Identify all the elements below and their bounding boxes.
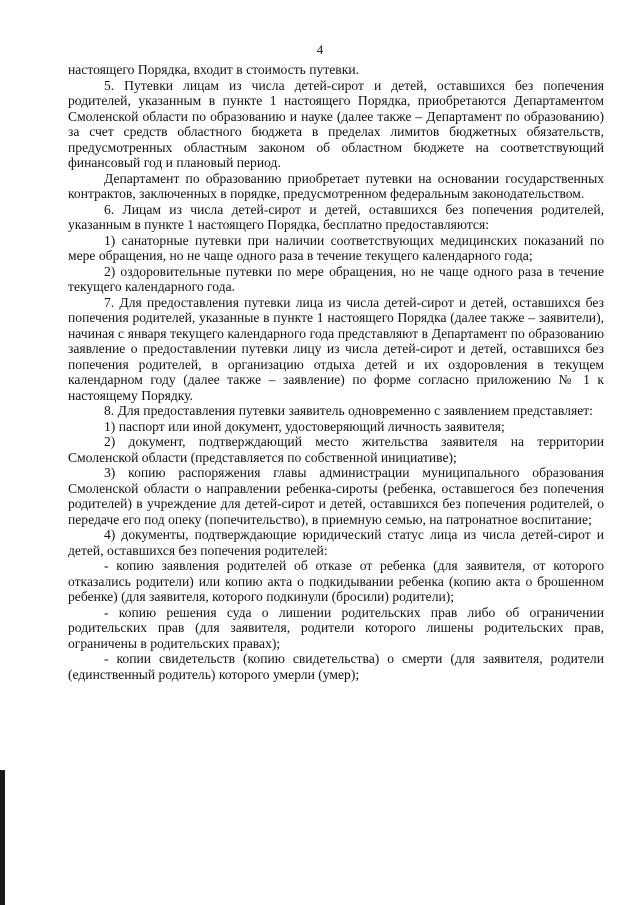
paragraph-item-8: 8. Для предоставления путевки заявитель одновременно с заявлением представляет: [104, 403, 593, 418]
paragraph-subitem-8-1: 1) паспорт или иной документ, удостоверяющий личность заявителя; [104, 418, 505, 434]
paragraph-subitem-8-2: 2) документ, подтверждающий место жительства заявителя на территории Смоленской области (представляется по собственной инициативе); [68, 434, 604, 465]
paragraph-continuation: настоящего Порядка, входит в стоимость путевки. [68, 62, 360, 77]
document-body [68, 62, 604, 682]
paragraph-dash-item-2: - копию решения суда о лишении родительских прав либо об ограничении родительских прав (для заявителя, родители которого лишены родительских прав, ограничены в родительских правах); [68, 604, 604, 651]
paragraph-dash-item-3: - копии свидетельств (копию свидетельства) о смерти (для заявителя, родители (единственный родитель) которого умерли (умер); [68, 651, 604, 682]
paragraph-subitem-8-3: 3) копию распоряжения главы администрации муниципального образования Смоленской области о направлении ребенка-сироты (ребенка, оставшегося без попечения родителей) в учреждение для детей-сирот и детей, оставшихся без попечения родителей, о передаче его под опеку (попечительство), в приемную семью, на патронатное воспитание; [68, 465, 604, 527]
paragraph-department-procurement: Департамент по образованию приобретает путевки на основании государственных контрактов, заключенных в порядке, предусмотренном федеральным законодательством. [68, 170, 604, 201]
paragraph-dash-item-1: - копию заявления родителей об отказе от ребенка (для заявителя, от которого отказались родители) или копию акта о подкидывании ребенка (копию акта о брошенном ребенке) (для заявителя, которого подкинули (бросили) родители); [68, 558, 604, 604]
paragraph-subitem-6-1: 1) санаторные путевки при наличии соответствующих медицинских показаний по мере обращения, но не чаще одного раза в течение текущего календарного года; [68, 232, 604, 263]
paragraph-item-6: 6. Лицам из числа детей-сирот и детей, оставшихся без попечения родителей, указанным в пункте 1 настоящего Порядка, бесплатно предоставляются: [68, 201, 604, 232]
paragraph-item-5: 5. Путевки лицам из числа детей-сирот и детей, оставшихся без попечения родителей, указанным в пункте 1 настоящего Порядка, приобретаются Департаментом Смоленской области по образованию и науке (далее также – Департамент по образованию) за счет средств областного бюджета в пределах лимитов бюджетных обязательств, предусмотренных областным законом об областном бюджете на соответствующий финансовый год и плановый период. [68, 77, 604, 170]
paragraph-subitem-8-4: 4) документы, подтверждающие юридический статус лица из числа детей-сирот и детей, оставшихся без попечения родителей: [68, 527, 604, 558]
page-number: 4 [316, 42, 324, 57]
scan-edge-shadow [0, 770, 5, 905]
paragraph-item-7: 7. Для предоставления путевки лица из числа детей-сирот и детей, оставшихся без попечения родителей, указанные в пункте 1 настоящего Порядка (далее также – заявители), начиная с января текущего календарного года представляют в Департамент по образованию заявление о предоставлении путевки лицу из числа детей-сирот и детей, оставшихся без попечения родителей, в организацию отдыха детей и их оздоровления в текущем календарном году (далее также – заявление) по форме согласно приложению № 1 к настоящему Порядку. [68, 294, 604, 403]
paragraph-subitem-6-2: 2) оздоровительные путевки по мере обращения, но не чаще одного раза в течение текущего календарного года. [68, 263, 604, 294]
